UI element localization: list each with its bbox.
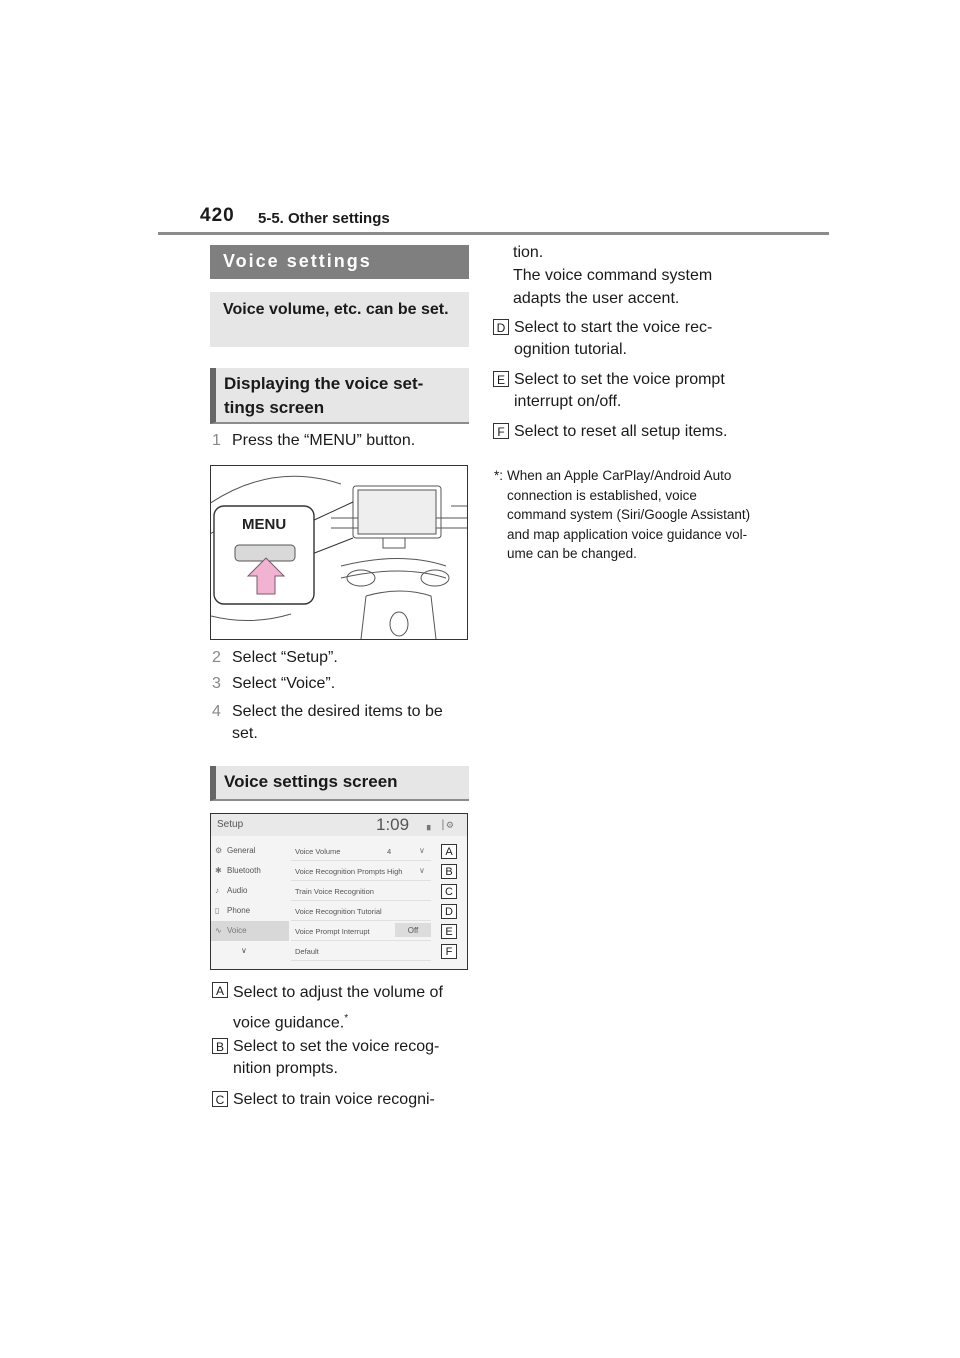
sidebar-more[interactable] — [211, 941, 289, 961]
sidebar-item-phone[interactable] — [211, 901, 289, 921]
step-text: Select the desired items to be set. — [232, 703, 443, 742]
callout-e: E — [441, 924, 457, 939]
item-a — [212, 980, 468, 1036]
step-number: 4 — [212, 703, 221, 720]
row-label: Voice Prompt Interrupt — [295, 927, 370, 936]
item-letter: D — [493, 319, 509, 335]
voice-icon: ∿ — [215, 926, 222, 935]
item-letter: B — [212, 1038, 228, 1054]
chevron-down-icon: ∨ — [241, 946, 247, 955]
screen-title: Setup — [217, 819, 244, 830]
item-c — [212, 1089, 468, 1111]
row-label: Default — [295, 947, 319, 956]
sidebar-item-bluetooth[interactable] — [211, 861, 289, 881]
sidebar-item-general[interactable] — [211, 841, 289, 861]
dashboard-illustration — [210, 465, 468, 640]
row-recognition-tutorial[interactable] — [291, 901, 431, 921]
sidebar-label: General — [227, 846, 256, 855]
item-text: Select to adjust the volume of voice guidance. — [233, 984, 443, 1032]
intro-text: Voice volume, etc. can be set. — [210, 292, 469, 347]
item-d — [493, 317, 749, 361]
continuation-line: adapts the user accent. — [513, 290, 680, 307]
interrupt-toggle[interactable]: Off — [395, 923, 431, 937]
callout-letters — [441, 844, 457, 964]
step-number: 2 — [212, 649, 221, 666]
voice-settings-screen — [210, 813, 468, 970]
screen-sidebar — [211, 841, 289, 961]
step-text: Press the “MENU” button. — [232, 432, 416, 449]
item-letter: F — [493, 423, 509, 439]
item-text: Select to reset all setup items. — [514, 423, 728, 440]
screen-clock: 1:09 — [376, 815, 410, 834]
footnote-ref: * — [344, 1013, 349, 1024]
callout-d: D — [441, 904, 457, 919]
step-number: 1 — [212, 432, 221, 449]
row-default[interactable] — [291, 941, 431, 961]
section-title: Voice settings — [210, 245, 469, 279]
chevron-down-icon: ∨ — [419, 866, 425, 875]
subhead-screen: Voice settings screen — [210, 766, 469, 801]
row-prompt-interrupt[interactable] — [291, 921, 431, 941]
row-label: Voice Recognition Prompts — [295, 867, 386, 876]
header-rule — [158, 232, 829, 235]
screen-header — [211, 814, 467, 836]
sidebar-label: Voice — [227, 926, 247, 935]
dash-line — [211, 476, 341, 506]
item-c-continued — [513, 241, 743, 310]
step-3 — [212, 673, 472, 695]
footnote-mark: *: — [494, 468, 504, 483]
footnote-text: When an Apple CarPlay/Android Auto connection is established, voice command system (Siri/Google Assistant) and map application voice guidance vol-ume can be changed. — [507, 468, 751, 561]
step-number: 3 — [212, 675, 221, 692]
item-text: Select to set the voice recog-nition prompts. — [233, 1038, 440, 1077]
item-text-start: Select to train voice recogni- — [233, 1091, 435, 1108]
step-1 — [212, 430, 472, 452]
subhead-displaying: Displaying the voice set-tings screen — [210, 368, 469, 424]
sidebar-item-voice[interactable] — [211, 921, 289, 941]
item-text: Select to start the voice rec-ognition tutorial. — [514, 319, 713, 358]
item-b — [212, 1036, 468, 1080]
item-e — [493, 369, 749, 413]
callout-c: C — [441, 884, 457, 899]
callout-b: B — [441, 864, 457, 879]
row-value: 4 — [387, 847, 392, 856]
footnote — [494, 466, 754, 564]
row-recognition-prompts[interactable] — [291, 861, 431, 881]
item-f — [493, 421, 749, 443]
step-text: Select “Voice”. — [232, 675, 336, 692]
music-note-icon: ♪ — [215, 886, 219, 895]
bluetooth-icon: ✱ — [215, 866, 222, 875]
page-number: 420 — [200, 205, 235, 226]
row-value: High — [387, 867, 403, 876]
row-train-recognition[interactable] — [291, 881, 431, 901]
row-voice-volume[interactable] — [291, 841, 431, 861]
page-header — [200, 205, 830, 235]
callout-a: A — [441, 844, 457, 859]
sidebar-label: Audio — [227, 886, 248, 895]
item-letter: A — [212, 982, 228, 998]
chevron-down-icon: ∨ — [419, 846, 425, 855]
row-label: Train Voice Recognition — [295, 887, 374, 896]
item-text: Select to set the voice prompt interrupt on/off. — [514, 371, 725, 410]
phone-icon: ▯ — [215, 906, 220, 915]
status-icons: ▖ ▕ ⚙ — [427, 820, 454, 830]
item-letter: C — [212, 1091, 228, 1107]
continuation-line: tion. — [513, 244, 544, 261]
sidebar-label: Phone — [227, 906, 251, 915]
sidebar-item-audio[interactable] — [211, 881, 289, 901]
screen-settings-list — [291, 841, 431, 961]
step-text: Select “Setup”. — [232, 649, 338, 666]
section-name: 5-5. Other settings — [258, 210, 390, 227]
step-2 — [212, 647, 472, 669]
callout-f: F — [441, 944, 457, 959]
continuation-line: The voice command system — [513, 267, 713, 284]
menu-label: MENU — [242, 516, 287, 533]
row-label: Voice Recognition Tutorial — [295, 907, 382, 916]
step-4 — [212, 701, 472, 745]
sidebar-label: Bluetooth — [227, 866, 261, 875]
item-letter: E — [493, 371, 509, 387]
gear-icon: ⚙ — [215, 846, 223, 855]
row-label: Voice Volume — [295, 847, 341, 856]
